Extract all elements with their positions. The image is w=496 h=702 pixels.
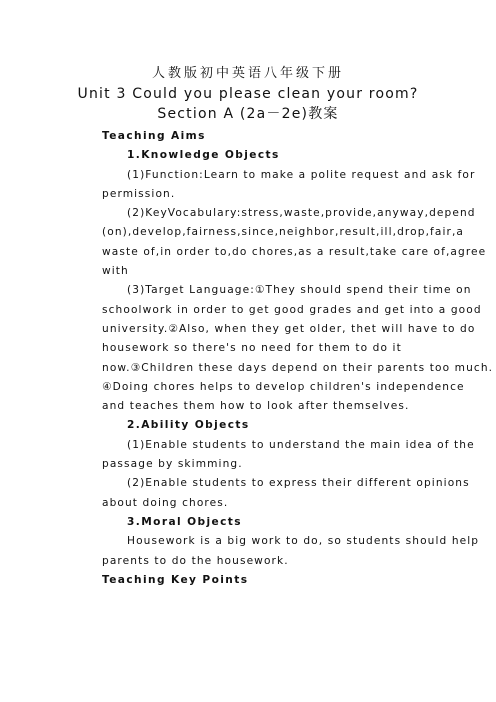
target-language-line: now.③Children these days depend on their parents too much. [102,361,494,374]
document-title-section: Section A (2a－2e)教案 [157,106,339,122]
heading-knowledge-objects: 1.Knowledge Objects [127,149,280,162]
vocabulary-line: with [102,265,129,278]
ability-line: about doing chores. [102,496,229,509]
vocabulary-line: waste of,in order to,do chores,as a result,take care of,agree [102,245,487,258]
document-title-unit: Unit 3 Could you please clean your room? [77,86,419,102]
target-language-line: ④Doing chores helps to develop children's independence [102,380,465,393]
target-language-line: and teaches them how to look after themselves. [102,400,410,413]
heading-moral-objects: 3.Moral Objects [127,515,242,528]
heading-teaching-key-points: Teaching Key Points [102,573,249,586]
ability-line: (2)Enable students to express their different opinions [127,477,470,490]
target-language-line: schoolwork in order to get good grades and get into a good [102,303,482,316]
vocabulary-line: (on),develop,fairness,since,neighbor,result,ill,drop,fair,a [102,226,465,239]
ability-line: passage by skimming. [102,458,243,471]
title-block [0,64,496,124]
target-language-line: housework so there's no need for them to do it [102,342,402,355]
ability-line: (1)Enable students to understand the main idea of the [127,438,475,451]
moral-line: Housework is a big work to do, so students should help [127,535,480,548]
target-language-line: (3)Target Language:①They should spend their time on [127,284,472,297]
moral-line: parents to do the housework. [102,554,289,567]
vocabulary-line: (2)KeyVocabulary:stress,waste,provide,anyway,depend [127,207,476,220]
target-language-line: university.②Also, when they get older, thet will have to do [102,322,476,335]
document-body [102,127,494,590]
function-line: (1)Function:Learn to make a polite request and ask for [127,168,476,181]
heading-teaching-aims: Teaching Aims [102,130,206,142]
document-title-cn: 人教版初中英语八年级下册 [151,66,344,81]
heading-ability-objects: 2.Ability Objects [127,419,250,432]
function-line: permission. [102,187,176,200]
